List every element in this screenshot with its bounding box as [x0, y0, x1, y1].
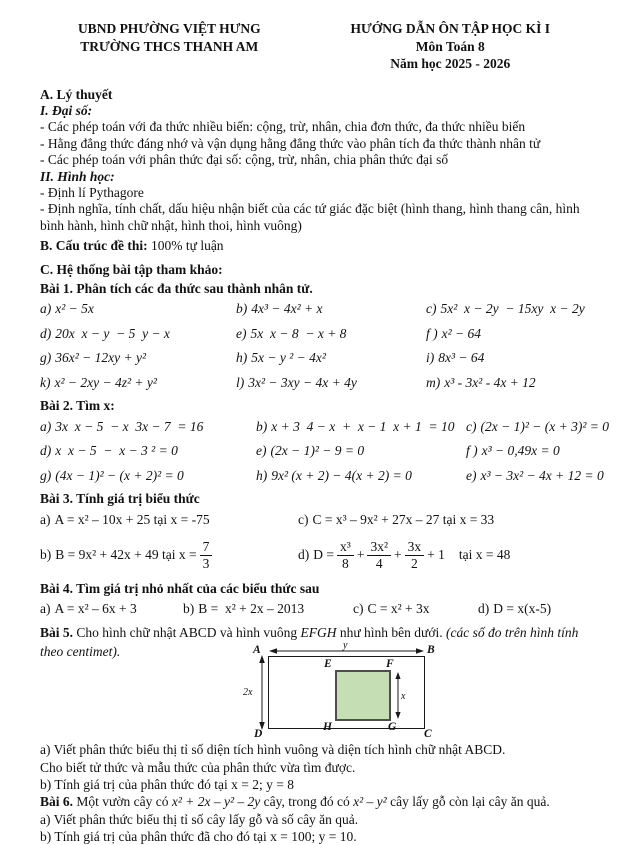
dim-label-y: y	[343, 640, 348, 652]
corner-label-g: G	[388, 721, 397, 734]
algebra-item: - Các phép toán với phân thức đại số: cộng, trừ, nhân, chia phân thức đại số	[40, 152, 449, 168]
geometry-item: - Định nghĩa, tính chất, dấu hiệu nhận biết của các tứ giác đặc biệt (hình thang, hình thang cân, hình bình hành, hình chữ nhật, hình thoi, hình vuông)	[40, 201, 580, 233]
exercise-item: h) 5x − y ² − 4x²	[236, 350, 326, 366]
fraction: $\frac{7}{3}$	[200, 540, 213, 571]
exercise-item: g) (4x − 1)² − (x + 2)² = 0	[40, 467, 184, 483]
fraction: $\frac{3x}{2}$	[405, 540, 425, 571]
header-authority: UBND PHƯỜNG VIỆT HƯNG	[77, 21, 261, 36]
corner-label-d: D	[254, 728, 263, 741]
bai5-question-a2: Cho biết tử thức và mẫu thức của phân thức vừa tìm được.	[40, 759, 356, 775]
bai5-efgh: EFGH	[300, 625, 337, 641]
bai1-grid	[40, 297, 602, 395]
exercise-item: l) 3x² − 3xy − 4x + 4y	[236, 374, 357, 390]
bai5-figure-row	[40, 641, 602, 741]
bai6-text: cây lấy gỗ còn lại cây ăn quả.	[386, 794, 550, 810]
exercise-item: c) C = x³ – 9x² + 27x – 27 tại x = 33	[298, 512, 495, 528]
exercise-item: c) C = x² + 3x	[353, 600, 430, 616]
plus-sign: +	[394, 547, 402, 563]
fraction: $\frac{\text{3x²}}{4}$	[367, 540, 391, 571]
exercise-item: f ) x² − 64	[426, 325, 482, 341]
document-header	[40, 20, 602, 73]
section-b-value: 100% tự luận	[147, 238, 224, 254]
algebra-item: - Hằng đẳng thức đáng nhớ và vận dụng hằng đẳng thức vào phân tích đa thức thành nhân tử	[40, 135, 541, 151]
bai5-intro	[40, 624, 602, 641]
exercise-item: h) 9x² (x + 2) − 4(x + 2) = 0	[256, 467, 412, 483]
evaluate-at: tại x = 48	[458, 547, 511, 563]
section-b-title: B. Cấu trúc đề thi:	[40, 238, 148, 254]
bai6-label: Bài 6.	[40, 794, 74, 810]
section-a-title: A. Lý thuyết	[40, 86, 113, 102]
exercise-item: a) x² − 5x	[40, 301, 94, 317]
exercise-item: b) 4x³ − 4x² + x	[236, 301, 323, 317]
bai1-title: Bài 1. Phân tích các đa thức sau thành nhân tử.	[40, 280, 313, 296]
header-school-block	[40, 20, 299, 73]
exercise-item: b) B = 9x² + 42x + 49 tại x = $\frac{7}{3}$	[40, 534, 298, 578]
exercise-item: i) 8x³ − 64	[426, 350, 485, 366]
exercise-item: a) A = x² – 6x + 3	[40, 600, 137, 616]
bai4-title: Bài 4. Tìm giá trị nhỏ nhất của các biểu thức sau	[40, 580, 320, 596]
bai5-question-a: a) Viết phân thức biểu thị tỉ số diện tích hình vuông và diện tích hình chữ nhật ABCD.	[40, 742, 506, 758]
bai6-question-b: b) Tính giá trị của phân thức đã cho đó tại x = 100; y = 10.	[40, 828, 357, 844]
algebra-title: I. Đại số:	[40, 102, 93, 118]
exercise-item: d) D = $\frac{\text{x³}}{8}$ + $\frac{\text{3x²}}{4}$ + $\frac{3x}{2}$ + 1 tại x = 48	[298, 539, 511, 572]
section-c-title: C. Hệ thống bài tập tham khảo:	[40, 261, 223, 277]
bai6-math2: x² – y²	[353, 794, 387, 810]
bai3-title: Bài 3. Tính giá trị biểu thức	[40, 491, 200, 507]
header-school: TRƯỜNG THCS THANH AM	[80, 38, 259, 54]
exercise-item: b) x + 3 4 − x + x − 1 x + 1 = 10	[256, 418, 455, 434]
exercise-item: c) (2x − 1)² − (x + 3)² = 0	[466, 418, 610, 434]
geometry-title: II. Hình học:	[40, 168, 115, 184]
bai2-title: Bài 2. Tìm x:	[40, 398, 115, 414]
corner-label-h: H	[323, 721, 332, 734]
exercise-item: g) 36x² − 12xy + y²	[40, 350, 147, 366]
algebra-item: - Các phép toán với đa thức nhiều biến: cộng, trừ, nhân, chia đơn thức, đa thức nhiều biến	[40, 119, 526, 135]
exercise-item: a) 3x x − 5 − x 3x − 7 = 16	[40, 418, 204, 434]
bai3-row1	[40, 508, 602, 534]
corner-label-a: A	[253, 644, 261, 657]
bai5-note: (các số đo trên hình tính	[445, 625, 579, 641]
section-b-line	[40, 238, 602, 254]
bai3-row2	[40, 534, 602, 578]
bai6-intro	[40, 793, 602, 810]
plus-sign: +	[356, 547, 365, 563]
header-title-block	[299, 20, 602, 73]
exercise-item: f ) x³ − 0,49x = 0	[466, 443, 560, 459]
exercise-item: m) x³ - 3x² - 4x + 12	[426, 374, 536, 390]
bai6-text: Một vườn cây có	[73, 794, 172, 810]
dim-label-2x: 2x	[243, 687, 253, 699]
exercise-item: e) (2x − 1)² − 9 = 0	[256, 443, 365, 459]
exercise-item: k) x² − 2xy − 4z² + y²	[40, 374, 157, 390]
bai4-grid	[40, 597, 602, 621]
bai2-grid	[40, 415, 610, 489]
corner-label-b: B	[427, 644, 435, 657]
fraction: $\frac{\text{x³}}{8}$	[337, 540, 354, 571]
document-subject: Môn Toán 8	[415, 38, 485, 54]
bai5-text: như hình bên dưới.	[336, 625, 446, 641]
exercise-item: e) 5x x − 8 − x + 8	[236, 325, 347, 341]
exercise-item: b) B = x² + 2x – 2013	[183, 600, 305, 616]
bai5-question-b: b) Tính giá trị của phân thức đó tại x = 2; y = 8	[40, 776, 294, 792]
geometry-item: - Định lí Pythagore	[40, 184, 144, 200]
exercise-item: d) D = x(x-5)	[478, 600, 552, 616]
rectangle-figure	[240, 641, 450, 741]
dim-label-x: x	[401, 691, 406, 703]
corner-label-f: F	[386, 658, 394, 671]
bai6-question-a: a) Viết phân thức biểu thị tỉ số cây lấy gỗ và số cây ăn quả.	[40, 811, 359, 827]
exercise-item: a) A = x² – 10x + 25 tại x = -75	[40, 512, 210, 528]
bai5-text: Cho hình chữ nhật ABCD và hình vuông	[73, 625, 301, 641]
bai5-label: Bài 5.	[40, 625, 74, 641]
bai6-math1: x² + 2x – y² – 2y	[171, 794, 261, 810]
dimension-arrows	[240, 641, 450, 741]
exercise-item: e) x³ − 3x² − 4x + 12 = 0	[466, 467, 604, 483]
document-title: HƯỚNG DẪN ÔN TẬP HỌC KÌ I	[350, 21, 551, 36]
exercise-item: d) 20x x − y − 5 y − x	[40, 325, 170, 341]
exercise-item: d) x x − 5 − x − 3 ² = 0	[40, 443, 178, 459]
corner-label-c: C	[424, 728, 432, 741]
bai6-text: cây, trong đó có	[260, 794, 354, 810]
bai5-note-continued: theo centimet).	[40, 644, 121, 660]
corner-label-e: E	[324, 658, 332, 671]
document-year: Năm học 2025 - 2026	[390, 56, 511, 71]
formula-tail: + 1	[427, 547, 445, 563]
exercise-item: c) 5x² x − 2y − 15xy x − 2y	[426, 301, 585, 317]
